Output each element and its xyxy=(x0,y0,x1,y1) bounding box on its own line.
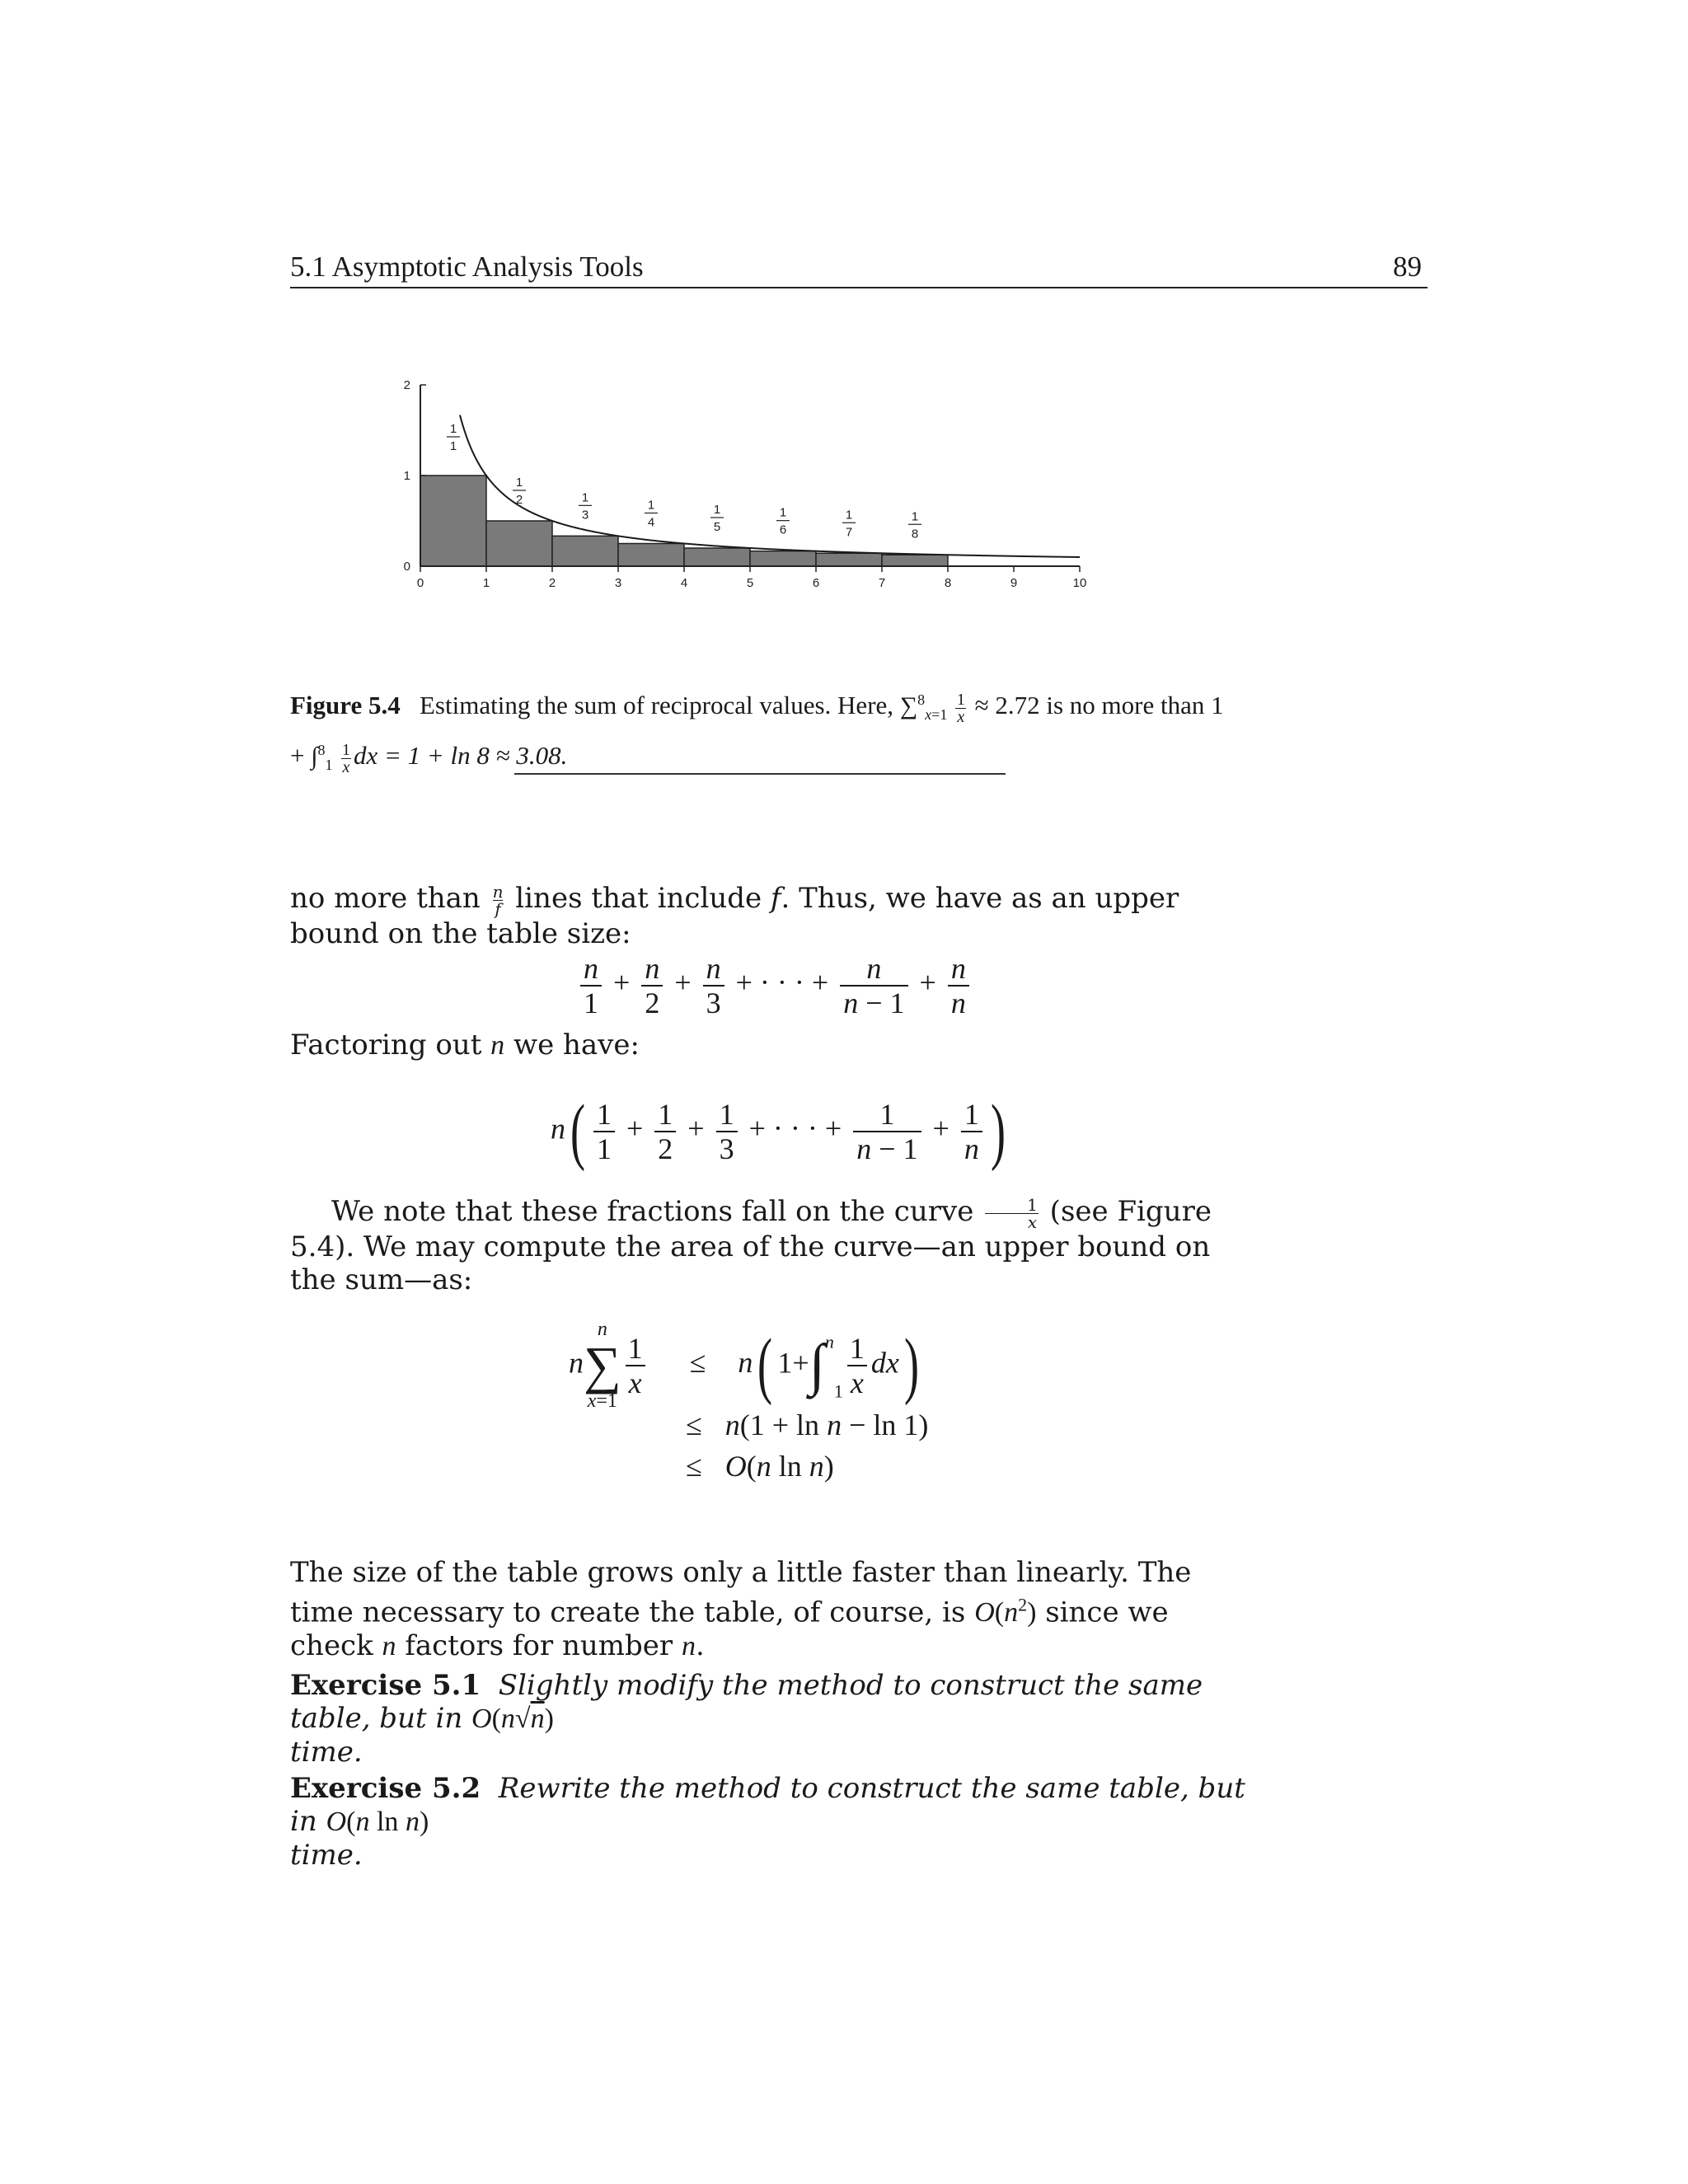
bar-3 xyxy=(552,536,618,566)
p1-text-b: lines that include xyxy=(506,882,771,915)
p4-text-b: since we check xyxy=(290,1596,1169,1663)
page-number: 89 xyxy=(1393,251,1422,283)
paragraph-4: The size of the table grows only a little faster than linearly. The time necessary to create the table, of course, is $O(n^2)$ since we check n factors for number n. xyxy=(290,1556,1192,1663)
bar-label-den-4: 4 xyxy=(647,515,655,530)
caption-integral: ∫$^8_1$ $\frac{1}{x}$ xyxy=(311,740,350,776)
bar-label-den-5: 5 xyxy=(713,520,721,534)
paragraph-3 xyxy=(290,1195,1230,1296)
exercise-5-2-end: time. xyxy=(290,1839,363,1872)
exercise-5-2-complexity: O(n ln n) xyxy=(326,1807,429,1837)
x-tick-label-10: 10 xyxy=(1072,576,1087,590)
exercise-5-1 xyxy=(290,1669,1246,1769)
bar-label-num-7: 1 xyxy=(845,508,853,523)
bar-label-num-8: 1 xyxy=(911,509,919,524)
p2-var: n xyxy=(490,1030,505,1061)
y-tick-label-0: 0 xyxy=(403,560,410,574)
exercise-5-2 xyxy=(290,1772,1246,1872)
equation-bound-1: n n ∑ x=1 $\frac{1}{x}$ ≤ n( 1+∫$^n_1$ $\frac{1}{x}$ dx) xyxy=(569,1319,919,1412)
paragraph-1 xyxy=(290,882,1230,950)
x-tick-label-2: 2 xyxy=(548,576,556,590)
equation-harmonic-n: $\frac{n}{1}$ + $\frac{n}{2}$ + $\frac{n}{3}$ + · · · + $\frac{n}{n - 1}$ + $\frac{n}{n}$ xyxy=(577,952,973,1019)
x-tick-label-4: 4 xyxy=(680,576,688,590)
bar-label-den-6: 6 xyxy=(779,523,787,537)
exercise-5-1-text: Slightly modify the method to construct the same table, but in xyxy=(290,1669,1203,1735)
caption-text-3: dx = 1 + ln 8 ≈ 3.08. xyxy=(353,741,568,770)
x-tick-label-1: 1 xyxy=(482,576,490,590)
x-tick-label-0: 0 xyxy=(416,576,424,590)
equation-factored: n( $\frac{1}{1}$ + $\frac{1}{2}$ + $\frac{1}{3}$ + · · · + $\frac{1}{n - 1}$ + $\frac{1}{n}$ ) xyxy=(551,1090,1006,1172)
figure-caption xyxy=(290,682,1226,783)
p2-end: we have: xyxy=(504,1029,640,1062)
exercise-5-2-label: Exercise 5.2 xyxy=(290,1772,481,1805)
p1-text-d: . Thus, we have as an upper bound on the table size: xyxy=(290,882,1179,950)
bar-label-den-7: 7 xyxy=(845,525,853,540)
y-tick-label-2: 2 xyxy=(403,378,410,392)
p3-text: We note that these fractions fall on the curve xyxy=(331,1195,983,1228)
exercise-5-2-text: Rewrite the method to construct the same table, but in xyxy=(290,1772,1245,1838)
bar-4 xyxy=(618,544,684,567)
bar-label-den-8: 8 xyxy=(911,527,919,541)
one-over-x: $\frac{1}{x}$ xyxy=(984,1197,1039,1230)
bar-1 xyxy=(420,476,486,566)
exercise-5-1-complexity: O(n√n) xyxy=(471,1704,554,1734)
caption-text-2: ≈ 2.72 is no more than 1 + xyxy=(290,691,1224,770)
bar-label-num-5: 1 xyxy=(713,503,721,517)
p2-text: Factoring out xyxy=(290,1029,491,1062)
caption-sum: ∑$^8_{x=1}$ $\frac{1}{x}$ xyxy=(899,690,965,726)
header-rule xyxy=(290,287,1428,288)
bar-label-num-4: 1 xyxy=(647,498,655,513)
equation-bound-3: ≤ O(n ln n) xyxy=(686,1450,834,1483)
bar-5 xyxy=(684,548,750,566)
x-tick-label-8: 8 xyxy=(944,576,952,590)
p4-o-n-squared: $O(n^2)$ xyxy=(974,1595,1037,1629)
bar-label-num-6: 1 xyxy=(779,505,787,520)
x-tick-label-9: 9 xyxy=(1010,576,1018,590)
y-tick-label-1: 1 xyxy=(403,469,410,483)
p4-text: The size of the table grows only a little faster than linearly. The time necessary to create the table, of course, is xyxy=(290,1556,1192,1629)
bar-7 xyxy=(816,553,882,566)
bar-6 xyxy=(750,551,816,566)
equation-bound-2: ≤ n(1 + ln n − ln 1) xyxy=(686,1408,929,1441)
bar-8 xyxy=(882,555,948,566)
bar-label-num-2: 1 xyxy=(515,476,523,490)
bar-label-den-1: 1 xyxy=(449,439,457,453)
caption-text-1: Estimating the sum of reciprocal values. Here, xyxy=(420,691,900,719)
section-title: 5.1 Asymptotic Analysis Tools xyxy=(290,251,644,283)
bar-2 xyxy=(486,521,552,566)
reciprocal-sum-chart xyxy=(387,375,1113,614)
p4-text-c: factors for number xyxy=(396,1629,682,1663)
p1-text-a: no more than xyxy=(290,882,490,915)
exercise-5-1-label: Exercise 5.1 xyxy=(290,1669,481,1702)
n-over-f: $\frac{n}{f}$ xyxy=(492,881,504,919)
figure-label: Figure 5.4 xyxy=(290,691,401,719)
bar-label-den-2: 2 xyxy=(515,493,523,507)
bar-label-den-3: 3 xyxy=(581,508,589,523)
x-tick-label-6: 6 xyxy=(812,576,820,590)
x-tick-label-5: 5 xyxy=(746,576,754,590)
x-tick-label-3: 3 xyxy=(614,576,622,590)
bar-label-num-3: 1 xyxy=(581,490,589,505)
p3-end: (see Figure 5.4). We may compute the area of the curve—an upper bound on the sum—as: xyxy=(290,1195,1212,1296)
bar-label-num-1: 1 xyxy=(449,422,457,436)
p1-var-f: f xyxy=(770,882,781,915)
paragraph-2 xyxy=(290,1029,640,1062)
caption-rule xyxy=(514,773,1006,775)
x-tick-label-7: 7 xyxy=(878,576,886,590)
exercise-5-1-end: time. xyxy=(290,1736,363,1769)
